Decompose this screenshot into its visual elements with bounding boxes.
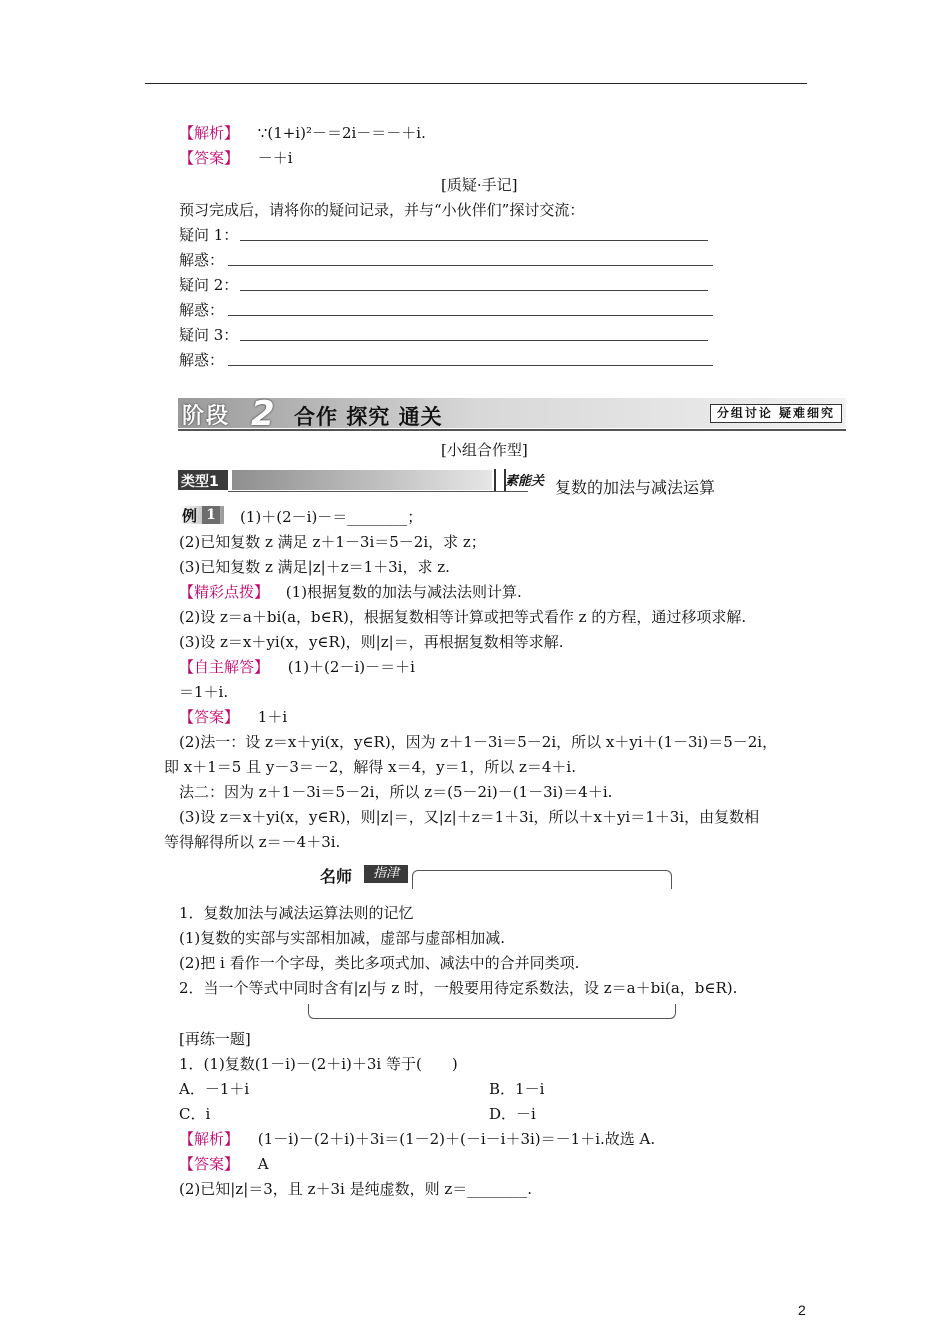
practice-heading: [再练一题] [179, 1030, 251, 1048]
tutor-badge: 指津 [364, 865, 408, 883]
type-title: 复数的加法与减法运算 [555, 478, 716, 497]
notes-row-label: 疑问 1： [179, 226, 239, 244]
example-q1: (1)＋(2－i)－＝________； [240, 508, 423, 526]
type-underline [228, 491, 528, 492]
intro-analysis [179, 123, 426, 143]
page-number: 2 [798, 1302, 806, 1318]
tutor-line-1: 1．复数加法与减法运算法则的记忆 [179, 904, 414, 922]
example-tag [178, 505, 224, 525]
stage-number: 2 [251, 394, 275, 434]
option-b[interactable]: B．1－i [489, 1080, 545, 1098]
self-text-2: ＝1＋i. [179, 683, 229, 701]
hint-line-1 [179, 582, 522, 602]
type-gradient [232, 470, 492, 490]
method-line-4: (3)设 z＝x＋yi(x，y∈R)，则|z|＝，又|z|＋z＝1＋3i，所以＋x＋yi＝1＋3i，由复数相 [179, 808, 760, 826]
hint-text-1: (1)根据复数的加法与减法法则计算. [285, 583, 522, 601]
type-sub-tag: 素能关 [505, 474, 545, 489]
answer-tag: 【答案】 [179, 708, 240, 726]
analysis-tag: 【解析】 [179, 124, 240, 142]
tutor-line-4: 2．当一个等式中同时含有|z|与 z 时，一般要用待定系数法，设 z＝a＋bi(a，b∈R). [179, 979, 738, 997]
example-label: 例 [182, 507, 198, 525]
answer-tag: 【答案】 [179, 1155, 240, 1173]
stage-label: 阶段 [182, 404, 231, 429]
intro-answer [179, 148, 293, 168]
example-q2: (2)已知复数 z 满足 z＋1－3i＝5－2i，求 z； [179, 533, 486, 551]
practice-answer [179, 1154, 269, 1174]
notes-blank-line[interactable] [228, 315, 713, 316]
notes-row-label: 疑问 2： [179, 276, 239, 294]
tutor-frame-bottom [308, 1004, 676, 1019]
self-text-1: (1)＋(2－i)－＝＋i [287, 658, 415, 676]
example-q3: (3)已知复数 z 满足|z|＋z＝1＋3i，求 z. [179, 558, 450, 576]
type-bar [178, 468, 553, 494]
practice-question: 1．(1)复数(1－i)－(2＋i)＋3i 等于( ) [179, 1055, 458, 1073]
analysis-text: (1－i)－(2＋i)＋3i＝(1－2)＋(－i－i＋3i)＝－1＋i.故选 A. [257, 1130, 656, 1148]
analysis-tag: 【解析】 [179, 1130, 240, 1148]
hint-text-2: (2)设 z＝a＋bi(a，b∈R)，根据复数相等计算或把等式看作 z 的方程，通过移项求解. [179, 608, 747, 626]
method-line-5: 等得解得所以 z＝－4＋3i. [164, 833, 341, 851]
tutor-label: 名师 [320, 867, 353, 886]
notes-row-label: 疑问 3： [179, 326, 239, 344]
stage-tag: 分组讨论 疑难细究 [710, 404, 842, 423]
answer-tag: 【答案】 [179, 149, 240, 167]
option-c[interactable]: C．i [179, 1105, 211, 1123]
method-line-3: 法二：因为 z＋1－3i＝5－2i，所以 z＝(5－2i)－(1－3i)＝4＋i. [179, 783, 613, 801]
practice-analysis [179, 1129, 655, 1149]
answer-text: A [257, 1155, 269, 1173]
analysis-text: ∵(1+i)²－＝2i－＝－＋i. [257, 124, 426, 142]
practice-question-2: (2)已知|z|＝3，且 z＋3i 是纯虚数，则 z＝________. [179, 1180, 533, 1198]
stage-title: 合作 探究 通关 [294, 404, 443, 429]
stage-banner [178, 394, 846, 434]
notes-row-label: 解惑： [179, 301, 225, 319]
type-label: 类型1 [181, 474, 219, 490]
notes-blank-line[interactable] [228, 365, 713, 366]
notes-instruction: 预习完成后，请将你的疑问记录，并与“小伙伴们”探讨交流： [179, 201, 585, 219]
notes-blank-line[interactable] [240, 240, 708, 241]
notes-blank-line[interactable] [240, 290, 708, 291]
hint-text-3: (3)设 z＝x＋yi(x，y∈R)，则|z|＝，再根据复数相等求解. [179, 633, 564, 651]
header-rule [145, 83, 807, 84]
stage-underline [178, 429, 846, 431]
group-heading: [小组合作型] [441, 441, 528, 459]
tutor-header [312, 863, 412, 885]
option-a[interactable]: A．－1＋i [179, 1080, 250, 1098]
tutor-line-2: (1)复数的实部与实部相加减，虚部与虚部相加减. [179, 929, 506, 947]
hint-tag: 【精彩点拨】 [179, 583, 270, 601]
self-line-1 [179, 657, 415, 677]
notes-heading: [质疑·手记] [441, 176, 518, 194]
notes-row-label: 解惑： [179, 351, 225, 369]
example-number: 1 [202, 506, 220, 524]
notes-blank-line[interactable] [228, 265, 713, 266]
notes-row-label: 解惑： [179, 251, 225, 269]
option-d[interactable]: D．－i [489, 1105, 536, 1123]
notes-blank-line[interactable] [240, 340, 708, 341]
tutor-line-3: (2)把 i 看作一个字母，类比多项式加、减法中的合并同类项. [179, 954, 580, 972]
answer-text: 1＋i [257, 708, 288, 726]
self-tag: 【自主解答】 [179, 658, 270, 676]
example-answer [179, 707, 287, 727]
answer-text: －＋i [257, 149, 293, 167]
method-line-2: 即 x＋1＝5 且 y－3＝－2，解得 x＝4，y＝1，所以 z＝4＋i. [164, 758, 576, 776]
method-line-1: (2)法一：设 z＝x＋yi(x，y∈R)，因为 z＋1－3i＝5－2i，所以 x＋yi＋(1－3i)＝5－2i， [179, 733, 778, 751]
tutor-frame-top [412, 870, 672, 889]
